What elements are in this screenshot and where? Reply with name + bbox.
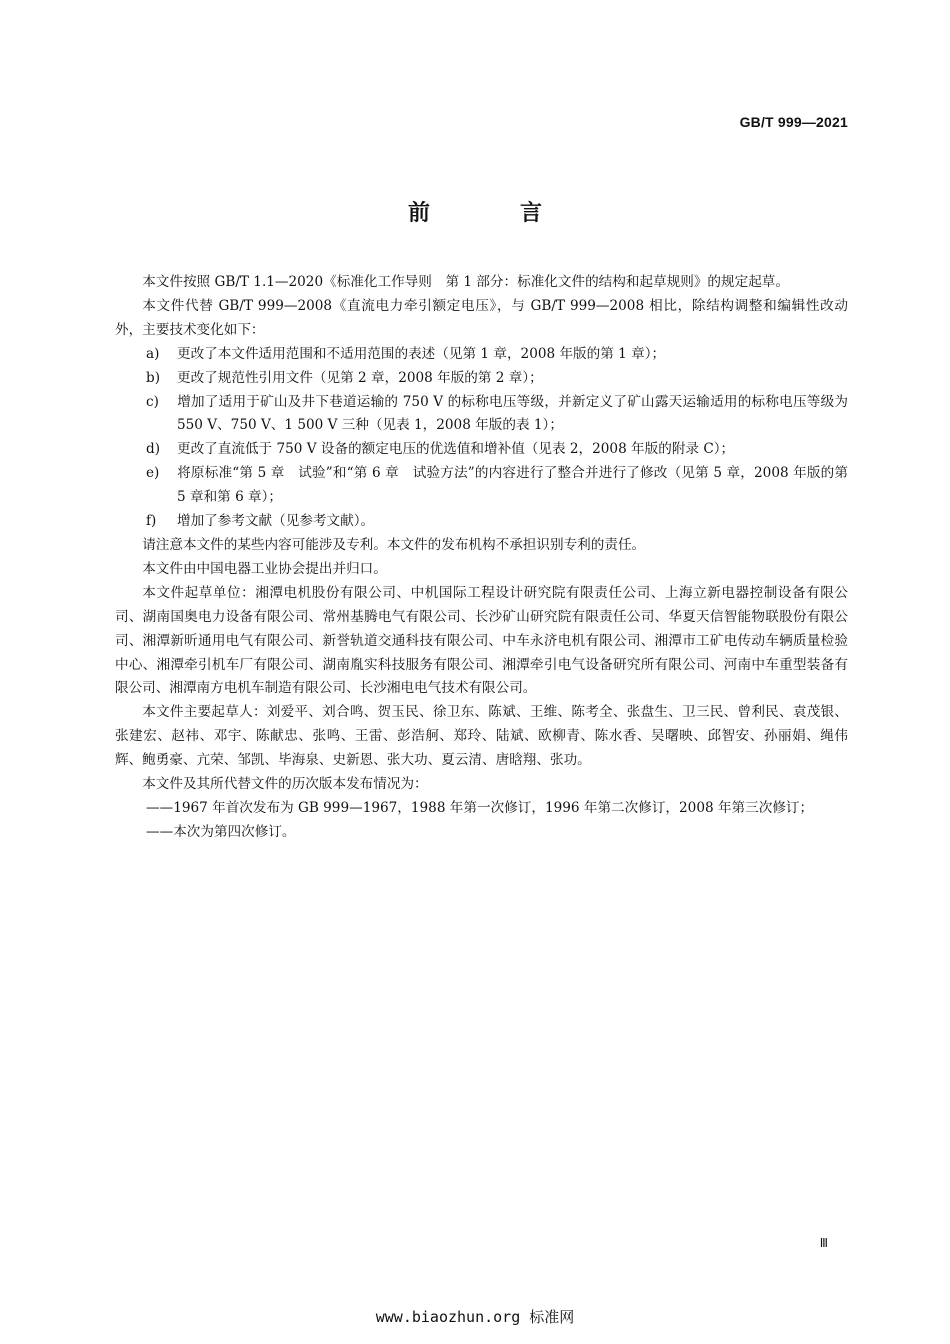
history-item: ——1967 年首次发布为 GB 999—1967，1988 年第一次修订，1996 年第二次修订，2008 年第三次修订；: [146, 799, 814, 816]
list-item: [115, 343, 848, 367]
list-item: [115, 367, 848, 391]
standard-code: GB/T 999—2021: [739, 114, 848, 130]
list-marker: b): [146, 369, 161, 386]
footer-watermark: www.biaozhun.org 标准网: [375, 1308, 575, 1326]
paragraph-drafting-units: 本文件起草单位：湘潭电机股份有限公司、中机国际工程设计研究院有限责任公司、上海立新电器控制设备有限公司、湖南国奥电力设备有限公司、常州基腾电气有限公司、长沙矿山研究院有限责任公司、华夏天信智能物联股份有限公司、湘潭新昕通用电气有限公司、新誉轨道交通科技有限公司、中车永济电机有限公司、湘潭市工矿电传动车辆质量检验中心、湘潭牵引机车厂有限公司、湖南胤实科技服务有限公司、湘潭牵引电气设备研究所有限公司、河南中车重型装备有限公司、湘潭南方电机车制造有限公司、长沙湘电电气技术有限公司。: [115, 584, 848, 697]
paragraph-drafting-rules: 本文件按照 GB/T 1.1—2020《标准化工作导则 第 1 部分：标准化文件的结构和起草规则》的规定起草。: [142, 274, 789, 290]
list-marker: f): [146, 513, 157, 530]
page-number: Ⅲ: [819, 1236, 828, 1250]
list-item: [115, 438, 848, 462]
list-item-text: 将原标准“第 5 章 试验”和“第 6 章 试验方法”的内容进行了整合并进行了修改（见第 5 章，2008 年版的第 5 章和第 6 章）；: [177, 465, 848, 506]
page-title: 前 言: [407, 201, 576, 226]
list-item: [115, 510, 848, 534]
history-item: ——本次为第四次修订。: [146, 823, 296, 840]
list-marker: e): [146, 465, 160, 482]
paragraph-history-intro: 本文件及其所代替文件的历次版本发布情况为：: [142, 776, 428, 793]
paragraph-patent-notice: 请注意本文件的某些内容可能涉及专利。本文件的发布机构不承担识别专利的责任。: [142, 536, 646, 553]
list-marker: c): [146, 393, 159, 410]
list-item-text: 更改了直流低于 750 V 设备的额定电压的优选值和增补值（见表 2，2008 年版的附录 C）；: [177, 441, 735, 458]
paragraph-replaces: 本文件代替 GB/T 999—2008《直流电力牵引额定电压》，与 GB/T 999—2008 相比，除结构调整和编辑性改动外，主要技术变化如下：: [115, 297, 848, 338]
list-item: [115, 462, 848, 510]
list-item: [115, 391, 848, 439]
document-body: [115, 271, 848, 845]
paragraph-drafters: 本文件主要起草人：刘爱平、刘合鸣、贺玉民、徐卫东、陈斌、王维、陈考全、张盘生、卫三民、曾利民、袁茂银、张建宏、赵祎、邓宇、陈献忠、张鸣、王雷、彭浩舸、郑玲、陆斌、欧柳青、陈水香、吴曙映、邱智安、孙丽娟、绳伟辉、鲍勇豪、亢荣、邹凯、毕海泉、史新恩、张大功、夏云清、唐晗翔、张功。: [115, 704, 848, 769]
list-item-text: 更改了本文件适用范围和不适用范围的表述（见第 1 章，2008 年版的第 1 章）；: [177, 345, 666, 362]
paragraph-proposer: 本文件由中国电器工业协会提出并归口。: [142, 560, 387, 577]
list-marker: a): [146, 345, 160, 362]
list-item-text: 增加了参考文献（见参考文献）。: [177, 513, 375, 530]
list-item-text: 更改了规范性引用文件（见第 2 章，2008 年版的第 2 章）；: [177, 369, 543, 386]
list-marker: d): [146, 441, 161, 458]
list-item-text: 增加了适用于矿山及井下巷道运输的 750 V 的标称电压等级，并新定义了矿山露天运输适用的标称电压等级为 550 V、750 V、1 500 V 三种（见表 1，2008 年版的表 1）；: [177, 393, 848, 434]
